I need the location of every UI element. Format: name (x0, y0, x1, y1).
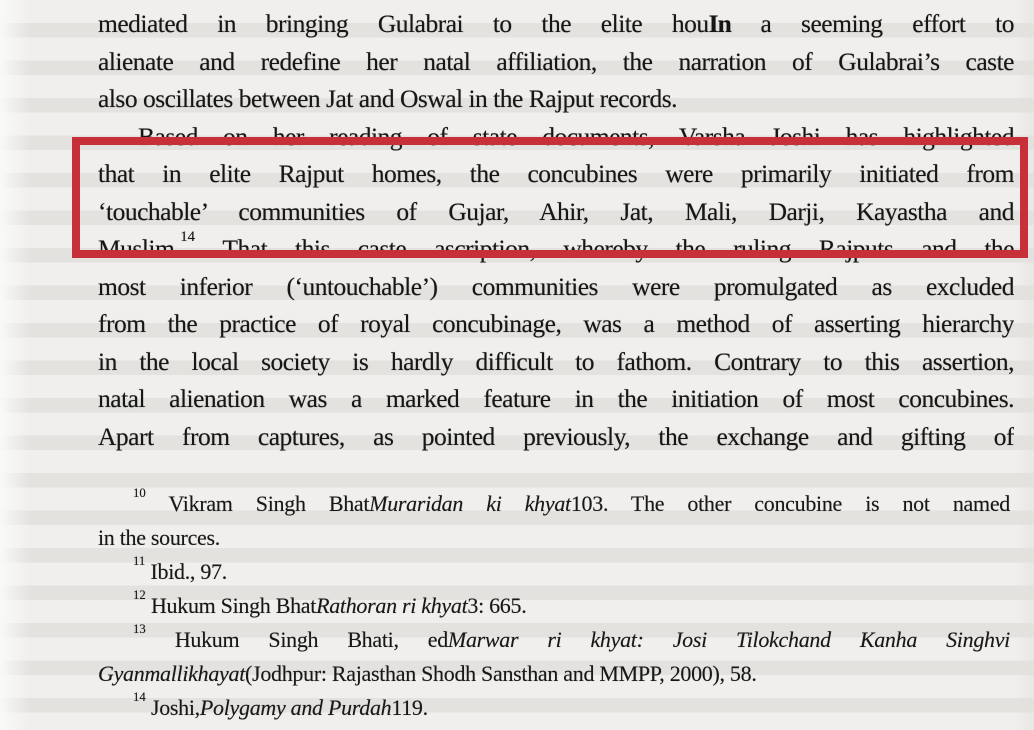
text-line: also oscillates between Jat and Oswal in the Rajput records. (98, 84, 677, 113)
text-line: $^{10}$ Vikram Singh BhatMuraridan ki khyat103. The other concubine is not named (133, 487, 1010, 516)
text-line: that in elite Rajput homes, the concubines were primarily initiated from (98, 159, 1014, 188)
italic-title: Rathoran ri khyat (316, 593, 468, 618)
text-line: alienate and redefine her natal affiliation, the narration of Gulabrai’s caste (98, 46, 1014, 76)
text-line: Gyanmallikhayat(Jodhpur: Rajasthan Shodh Sansthan and MMPP, 2000), 58. (98, 661, 757, 686)
footnote-superscript: 14 (133, 691, 146, 704)
italic-title: Muraridan ki khyat (369, 491, 571, 516)
text-line: in the sources. (98, 525, 220, 550)
text-line: Muslim.$^{14}$ That this caste ascription, whereby the ruling Rajputs and the (98, 230, 1014, 263)
text-line: most inferior (‘untouchable’) communities were promulgated as excluded (98, 271, 1014, 301)
text-line: $^{14}$ Joshi,Polygamy and Purdah119. (133, 691, 428, 720)
text-line: from the practice of royal concubinage, was a method of asserting hierarchy (98, 309, 1014, 338)
overlapped-print: In (708, 9, 731, 38)
text-line: natal alienation was a marked feature in the initiation of most concubines. (98, 384, 1014, 413)
footnote-superscript: 14 (180, 230, 196, 245)
italic-title: Marwar ri khyat: Josi Tilokchand Kanha Singhvi (447, 627, 1010, 652)
text-line: mediated in bringing Gulabrai to the elite houIn a seeming effort to (98, 9, 1014, 38)
footnote-superscript: 11 (133, 555, 146, 568)
text-line: $^{12}$ Hukum Singh BhatRathoran ri khyat3: 665. (133, 589, 527, 618)
text-line: $^{13}$ Hukum Singh Bhati, edMarwar ri khyat: Josi Tilokchand Kanha Singhvi (133, 623, 1010, 652)
text-line: ‘touchable’ communities of Gujar, Ahir, Jat, Mali, Darji, Kayastha and (98, 196, 1014, 226)
text-line: Based on her reading of state documents, Varsha Joshi has highlighted (138, 121, 1014, 151)
text-line: $^{11}$ Ibid., 97. (133, 555, 227, 584)
italic-title: Gyanmallikhayat (98, 661, 246, 686)
text-line: Apart from captures, as pointed previously, the exchange and gifting of (98, 421, 1014, 451)
highlight-box (72, 137, 1028, 258)
text-line: in the local society is hardly difficult to fathom. Contrary to this assertion, (98, 346, 1014, 376)
footnote-superscript: 10 (133, 487, 146, 500)
italic-title: Polygamy and Purdah (199, 695, 392, 720)
footnote-superscript: 12 (133, 589, 146, 602)
footnote-superscript: 13 (133, 623, 146, 636)
footnotes-block (98, 487, 1010, 725)
